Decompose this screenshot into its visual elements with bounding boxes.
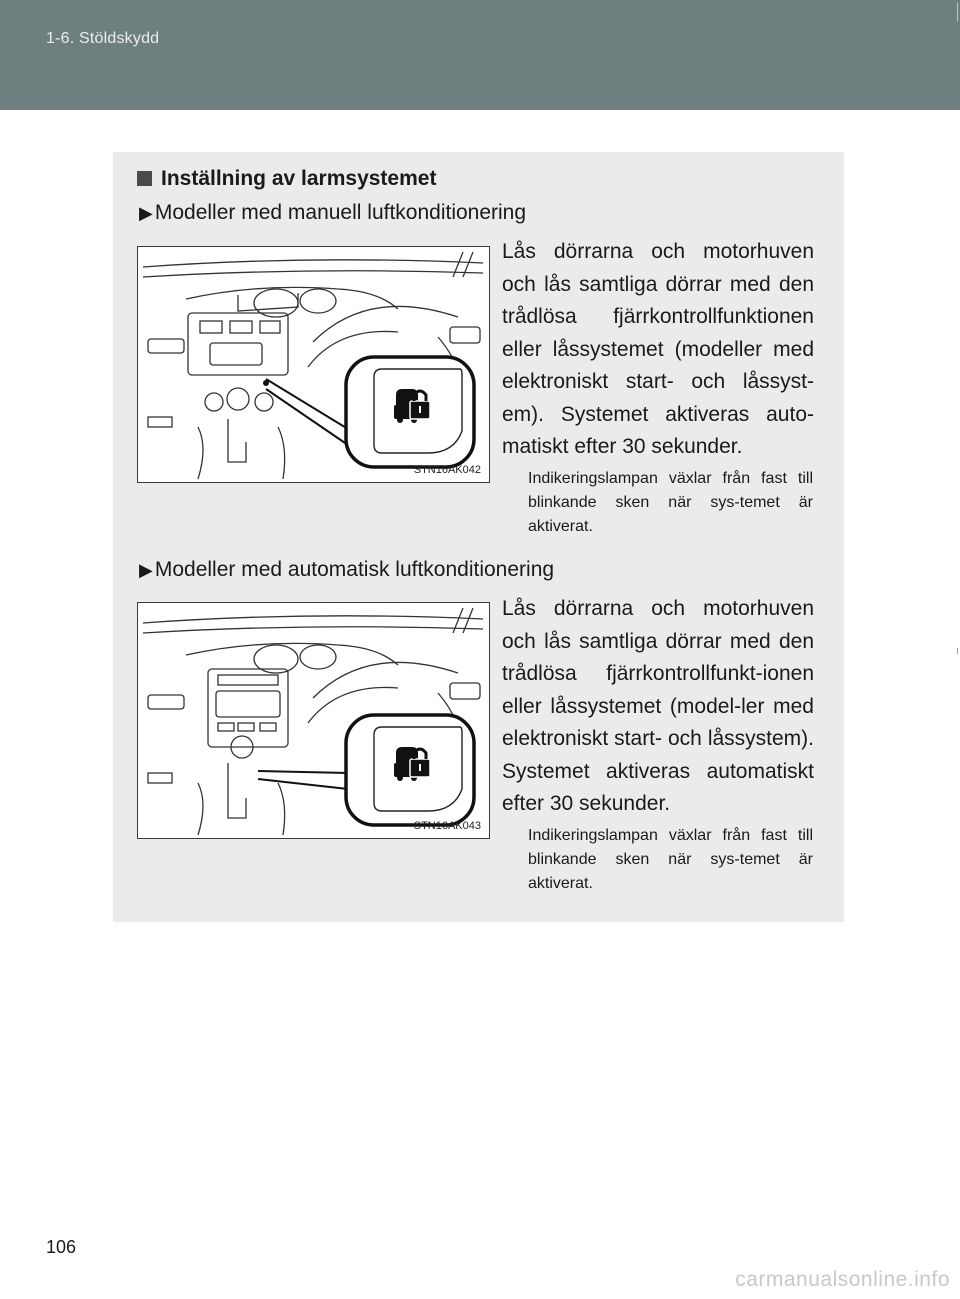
edge-mark	[957, 2, 958, 22]
page-number: 106	[46, 1237, 77, 1257]
chapter-title: 1-6. Stöldskydd	[46, 30, 160, 47]
auto-ac-heading	[139, 558, 554, 582]
edge-mark	[957, 648, 958, 654]
triangle-right-icon: ▶	[139, 203, 153, 223]
manual-note-text: Indikeringslampan växlar från fast till blinkande sken när sys-temet är aktiverat.	[528, 470, 813, 535]
car-lock-indicator-icon	[394, 747, 430, 781]
square-bullet-icon	[137, 171, 152, 186]
figure-code: STN16AK042	[413, 464, 481, 476]
car-lock-indicator-icon	[394, 389, 430, 423]
figure-code: STN16AK043	[413, 820, 481, 832]
auto-heading-text: Modeller med automatisk luftkonditionering	[154, 558, 555, 581]
section-title-text: Inställning av larmsystemet	[161, 167, 437, 190]
section-heading	[137, 167, 436, 191]
dashboard-drawing	[138, 603, 489, 838]
auto-body-text: Lås dörrarna och motorhuven och lås samtliga dörrar med den trådlösa fjärrkontrollfunkt-ionen eller låssystemet (model-ler med elektroniskt start- och låssystem). Systemet aktiveras automatiskt efter 30 sekunder.	[502, 597, 814, 815]
page-header	[0, 0, 960, 110]
watermark: carmanualsonline.info	[735, 1268, 950, 1291]
triangle-right-icon: ▶	[139, 560, 153, 580]
manual-ac-heading	[139, 201, 526, 225]
dashboard-illustration-manual	[137, 246, 490, 483]
auto-note-text: Indikeringslampan växlar från fast till blinkande sken när sys-temet är aktiverat.	[528, 827, 813, 892]
manual-body-text: Lås dörrarna och motorhuven och lås samtliga dörrar med den trådlösa fjärrkontrollfunktionen eller låssystemet (modeller med elektroniskt start- och låssyst-em). Systemet aktiveras auto-matiskt efter 30 sekunder.	[502, 240, 814, 458]
manual-heading-text: Modeller med manuell luftkonditionering	[154, 201, 527, 224]
dashboard-drawing	[138, 247, 489, 482]
dashboard-illustration-automatic	[137, 602, 490, 839]
